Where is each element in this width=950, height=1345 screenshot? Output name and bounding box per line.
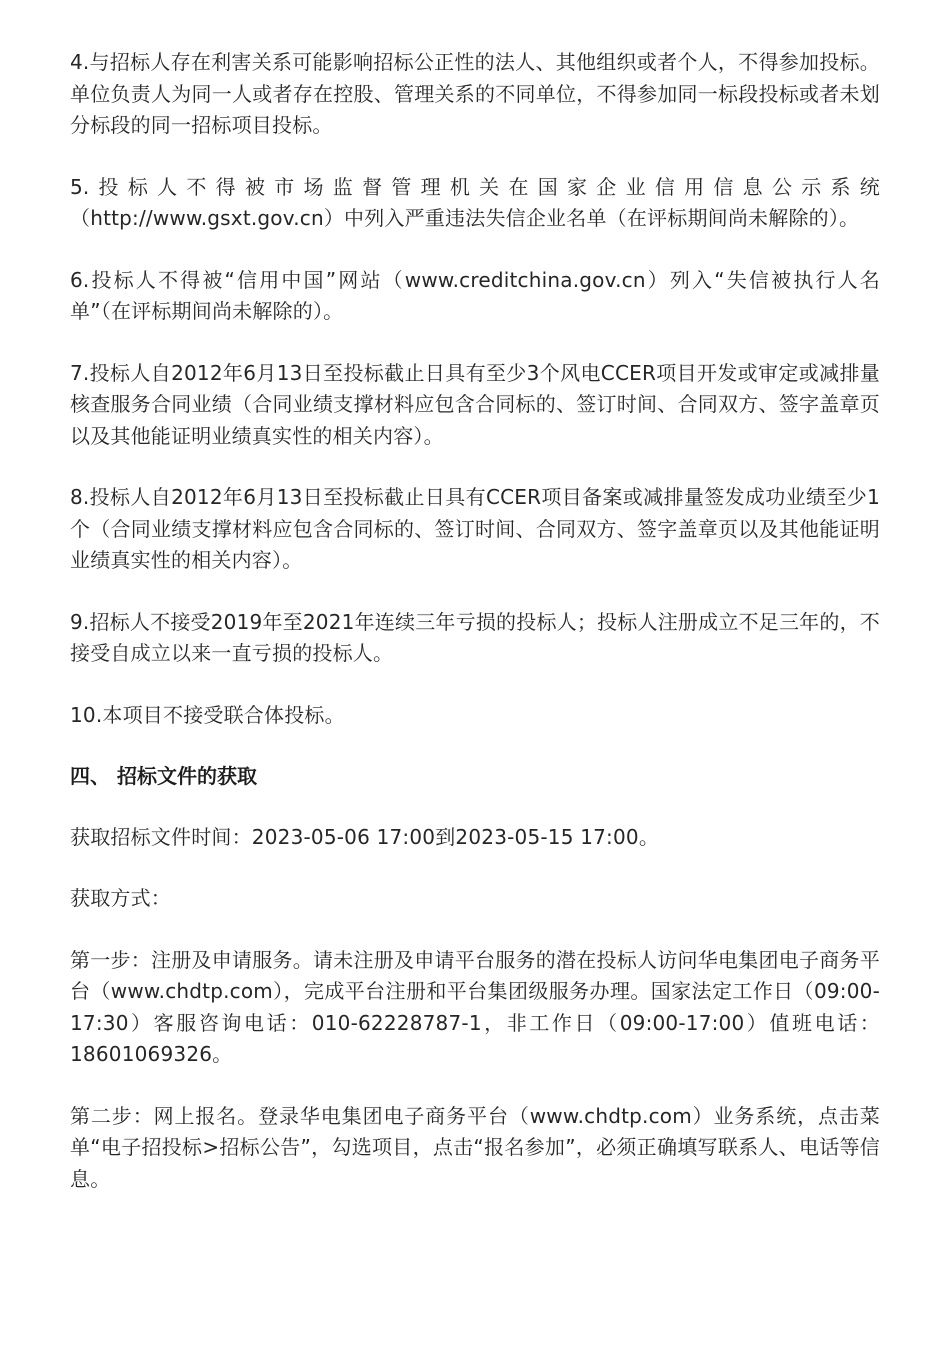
requirement-4: 4.与招标人存在利害关系可能影响招标公正性的法人、其他组织或者个人，不得参加投标。单位负责人为同一人或者存在控股、管理关系的不同单位，不得参加同一标段投标或者未划分标段的同一招标项目投标。 [70, 50, 880, 137]
requirement-6: 6.投标人不得被“信用中国”网站（www.creditchina.gov.cn）列入“失信被执行人名单”（在评标期间尚未解除的）。 [70, 267, 880, 323]
requirement-7: 7.投标人自2012年6月13日至投标截止日具有至少3个风电CCER项目开发或审定或减排量核查服务合同业绩（合同业绩支撑材料应包含合同标的、签订时间、合同双方、签字盖章页以及其他能证明业绩真实性的相关内容）。 [70, 360, 880, 448]
step-1: 第一步：注册及申请服务。请未注册及申请平台服务的潜在投标人访问华电集团电子商务平台（www.chdtp.com），完成平台注册和平台集团级服务办理。国家法定工作日（09:00-17:30）客服咨询电话：010-62228787-1，非工作日（09:00-17:00）值班电话：18601069326。 [70, 947, 880, 1066]
section-heading: 四、 招标文件的获取 [70, 764, 257, 788]
acquire-method-label: 获取方式： [70, 886, 171, 910]
requirement-8: 8.投标人自2012年6月13日至投标截止日具有CCER项目备案或减排量签发成功业绩至少1个（合同业绩支撑材料应包含合同标的、签订时间、合同双方、签字盖章页以及其他能证明业绩真实性的相关内容）。 [70, 485, 880, 572]
acquire-time: 获取招标文件时间：2023-05-06 17:00到2023-05-15 17:00。 [70, 824, 660, 849]
requirement-5: 5.投标人不得被市场监督管理机关在国家企业信用信息公示系统（http://www.gsxt.gov.cn）中列入严重违法失信企业名单（在评标期间尚未解除的）。 [70, 174, 880, 230]
requirement-9: 9.招标人不接受2019年至2021年连续三年亏损的投标人；投标人注册成立不足三年的，不接受自成立以来一直亏损的投标人。 [70, 609, 880, 665]
requirement-10: 10.本项目不接受联合体投标。 [70, 702, 345, 727]
step-2: 第二步：网上报名。登录华电集团电子商务平台（www.chdtp.com）业务系统，点击菜单“电子招投标>招标公告”，勾选项目，点击“报名参加”，必须正确填写联系人、电话等信息。 [70, 1103, 880, 1191]
